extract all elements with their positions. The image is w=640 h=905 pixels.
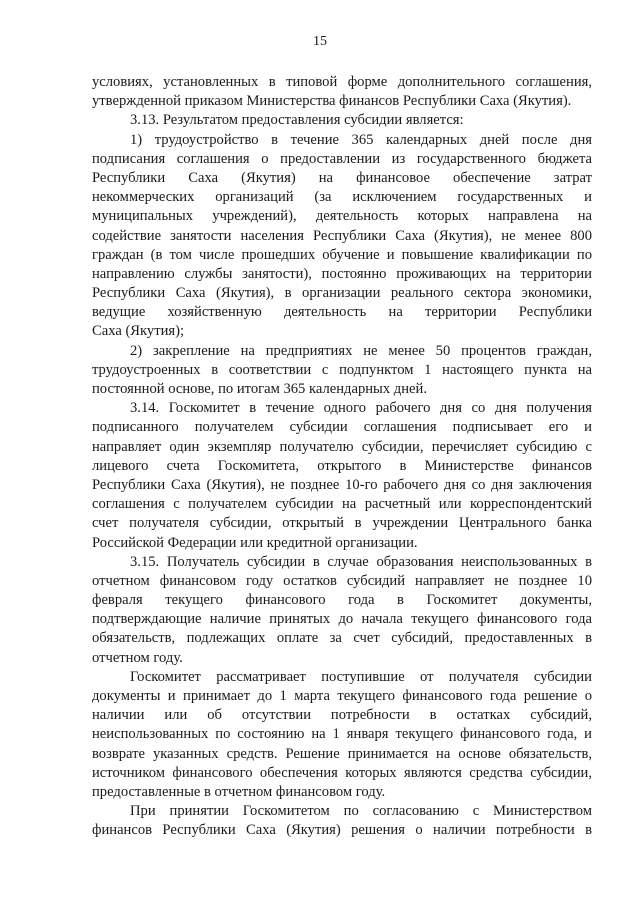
text-line: наличии или об отсутствии потребности в остатках субсидий, [92,707,592,724]
text-line: 3.13. Результатом предоставления субсидии является: [130,112,464,129]
text-line: 2) закрепление на предприятиях не менее 50 процентов граждан, [130,342,592,359]
text-line: подписания соглашения о предоставлении из государственного бюджета [92,150,592,167]
text-line: документы и принимает до 1 марта текущего финансового года решение о [92,688,592,704]
paragraph [92,111,592,130]
paragraph [92,342,592,400]
text-line: лицевого счета Госкомитета, открытого в Министерстве финансов [92,457,592,474]
text-line: 3.15. Получатель субсидии в случае образования неиспользованных в [130,553,592,570]
text-line: февраля текущего финансового года в Госкомитет документы, [92,592,592,609]
text-line: Российской Федерации или кредитной организации. [92,534,418,551]
text-line: Республики Саха (Якутия), в организации реального сектора экономики, [92,285,592,302]
document-body [92,73,592,841]
paragraph [92,802,592,840]
text-line: направлению службы занятости), постоянно проживающих на территории [92,265,592,282]
paragraph [92,553,592,668]
text-line: обязательств, подлежащих оплате за счет субсидий, предоставленных в [92,630,592,647]
text-line: условиях, установленных в типовой форме дополнительного соглашения, [92,74,592,90]
text-line: возврате указанных средств. Решение принимается на основе обязательств, [92,745,592,762]
text-line: 3.14. Госкомитет в течение одного рабочего дня со дня получения [130,400,592,417]
text-line: содействие занятости населения Республики Саха (Якутия), не менее 800 [92,227,592,244]
text-line: отчетном году. [92,649,183,666]
text-line: подписанного получателем субсидии соглашения подписывает его и [92,419,592,436]
text-line: счет получателя субсидии, открытый в учреждении Центрального банка [92,515,592,532]
paragraph [92,399,592,553]
paragraph [92,668,592,802]
page-number: 15 [313,34,327,49]
text-line: неиспользованных по состоянию на 1 января текущего финансового года, и [92,726,592,743]
text-line: Республики Саха (Якутия), не позднее 10-го рабочего дня со дня заключения [92,476,592,493]
text-line: Республики Саха (Якутия) на финансовое обеспечение затрат [92,169,592,186]
text-line: постоянной основе, по итогам 365 календарных дней. [92,381,427,397]
text-line: граждан (в том числе прошедших обучение и повышение квалификации по [92,246,592,263]
text-line: трудоустроенных в соответствии с подпунктом 1 настоящего пункта на [92,361,592,378]
text-line: муниципальных учреждений), деятельность которых направлена на [92,208,592,225]
text-line: подтверждающие наличие принятых до начала текущего финансового года [92,611,592,628]
text-line: Саха (Якутия); [92,323,185,340]
text-line: источником финансового обеспечения которых являются средства субсидии, [92,764,592,781]
text-line: При принятии Госкомитетом по согласованию с Министерством [130,803,592,820]
text-line: 1) трудоустройство в течение 365 календарных дней после дня [130,131,592,148]
text-line: отчетном финансовом году остатков субсидий направляет не позднее 10 [92,572,592,589]
text-line: предоставленные в отчетном финансовом году. [92,783,386,800]
text-line: соглашения с получателем субсидии на расчетный или корреспондентский [92,496,592,513]
paragraph [92,131,592,342]
text-line: ведущие хозяйственную деятельность на территории Республики [92,304,592,321]
text-line: финансов Республики Саха (Якутия) решения о наличии потребности в [92,822,592,839]
text-line: Госкомитет рассматривает поступившие от получателя субсидии [130,668,592,685]
paragraph [92,73,592,111]
text-line: направляет один экземпляр получателю субсидии, перечисляет субсидию с [92,438,592,455]
text-line: некоммерческих организаций (за исключением государственных и [92,189,592,206]
text-line: утвержденной приказом Министерства финансов Республики Саха (Якутия). [92,93,572,110]
